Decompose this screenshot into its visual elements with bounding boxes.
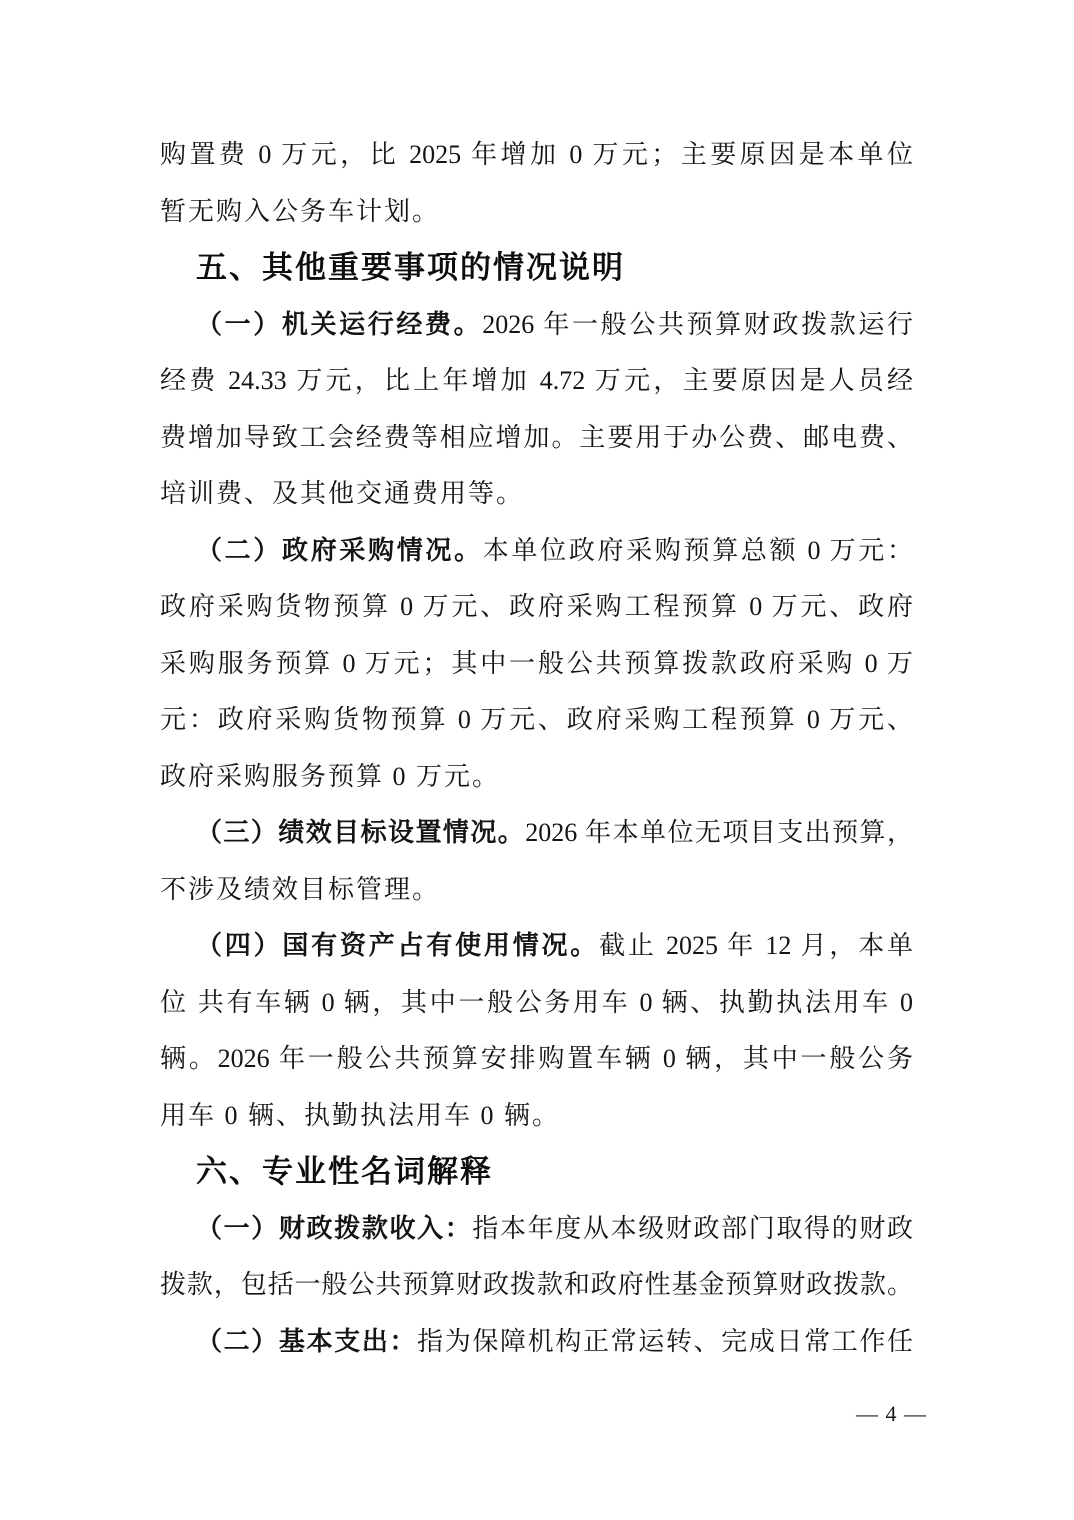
text-line — [160, 918, 913, 975]
text-run: 指本年度从本级财政部门取得的财政 — [472, 1213, 913, 1243]
text-line — [160, 975, 913, 1032]
text-line — [160, 579, 913, 636]
text-run: 拨款，包括一般公共预算财政拨款和政府性基金预算财政拨款。 — [160, 1270, 913, 1299]
text-run: 位 共有车辆 0 辆，其中一般公务用车 0 辆、执勤执法用车 0 — [160, 987, 913, 1017]
text-run: 元：政府采购货物预算 0 万元、政府采购工程预算 0 万元、 — [160, 705, 913, 734]
page-number: — 4 — — [856, 1401, 927, 1426]
bold-lead-in: （二）政府采购情况。 — [196, 535, 483, 565]
text-line — [160, 297, 913, 354]
bold-lead-in: 五、其他重要事项的情况说明 — [196, 250, 625, 285]
text-line — [160, 692, 913, 749]
text-line — [160, 1031, 913, 1088]
text-run: 培训费、及其他交通费用等。 — [160, 479, 525, 508]
document-body — [160, 127, 913, 1370]
text-line — [160, 636, 913, 693]
bold-lead-in: （一）财政拨款收入： — [196, 1213, 473, 1243]
text-run: 2026 年本单位无项目支出预算， — [525, 818, 913, 847]
text-line — [160, 353, 913, 410]
text-run: 截止 2025 年 12 月，本单 — [599, 931, 913, 960]
text-line — [160, 184, 913, 241]
section-heading — [160, 1144, 913, 1201]
text-run: 经费 24.33 万元，比上年增加 4.72 万元，主要原因是人员经 — [160, 366, 913, 395]
section-heading — [160, 240, 913, 297]
text-run: 用车 0 辆、执勤执法用车 0 辆。 — [160, 1100, 561, 1130]
text-run: 暂无购入公务车计划。 — [160, 196, 441, 226]
bold-lead-in: （二）基本支出： — [196, 1326, 418, 1356]
text-line — [160, 410, 913, 467]
text-line — [160, 466, 913, 523]
text-run: 指为保障机构正常运转、完成日常工作任 — [417, 1326, 913, 1356]
text-line — [160, 805, 913, 862]
text-run: 政府采购服务预算 0 万元。 — [160, 761, 501, 791]
text-line — [160, 749, 913, 806]
text-run: 政府采购货物预算 0 万元、政府采购工程预算 0 万元、政府 — [160, 592, 913, 621]
text-line — [160, 1088, 913, 1145]
bold-lead-in: 六、专业性名词解释 — [196, 1154, 493, 1189]
bold-lead-in: （三）绩效目标设置情况。 — [196, 818, 526, 847]
text-line — [160, 862, 913, 919]
text-run: 购置费 0 万元，比 2025 年增加 0 万元；主要原因是本单位 — [160, 140, 913, 169]
text-run: 辆。2026 年一般公共预算安排购置车辆 0 辆，其中一般公务 — [160, 1044, 913, 1073]
text-line — [160, 127, 913, 184]
text-line — [160, 1314, 913, 1371]
text-run: 费增加导致工会经费等相应增加。主要用于办公费、邮电费、 — [160, 422, 913, 452]
text-run: 本单位政府采购预算总额 0 万元： — [482, 535, 913, 565]
text-line — [160, 1257, 913, 1314]
text-run: 不涉及绩效目标管理。 — [160, 874, 441, 904]
text-line — [160, 523, 913, 580]
bold-lead-in: （一）机关运行经费。 — [196, 309, 483, 339]
text-line — [160, 1201, 913, 1258]
bold-lead-in: （四）国有资产占有使用情况。 — [196, 931, 600, 960]
text-run: 2026 年一般公共预算财政拨款运行 — [482, 309, 913, 339]
text-run: 采购服务预算 0 万元；其中一般公共预算拨款政府采购 0 万 — [160, 648, 913, 678]
